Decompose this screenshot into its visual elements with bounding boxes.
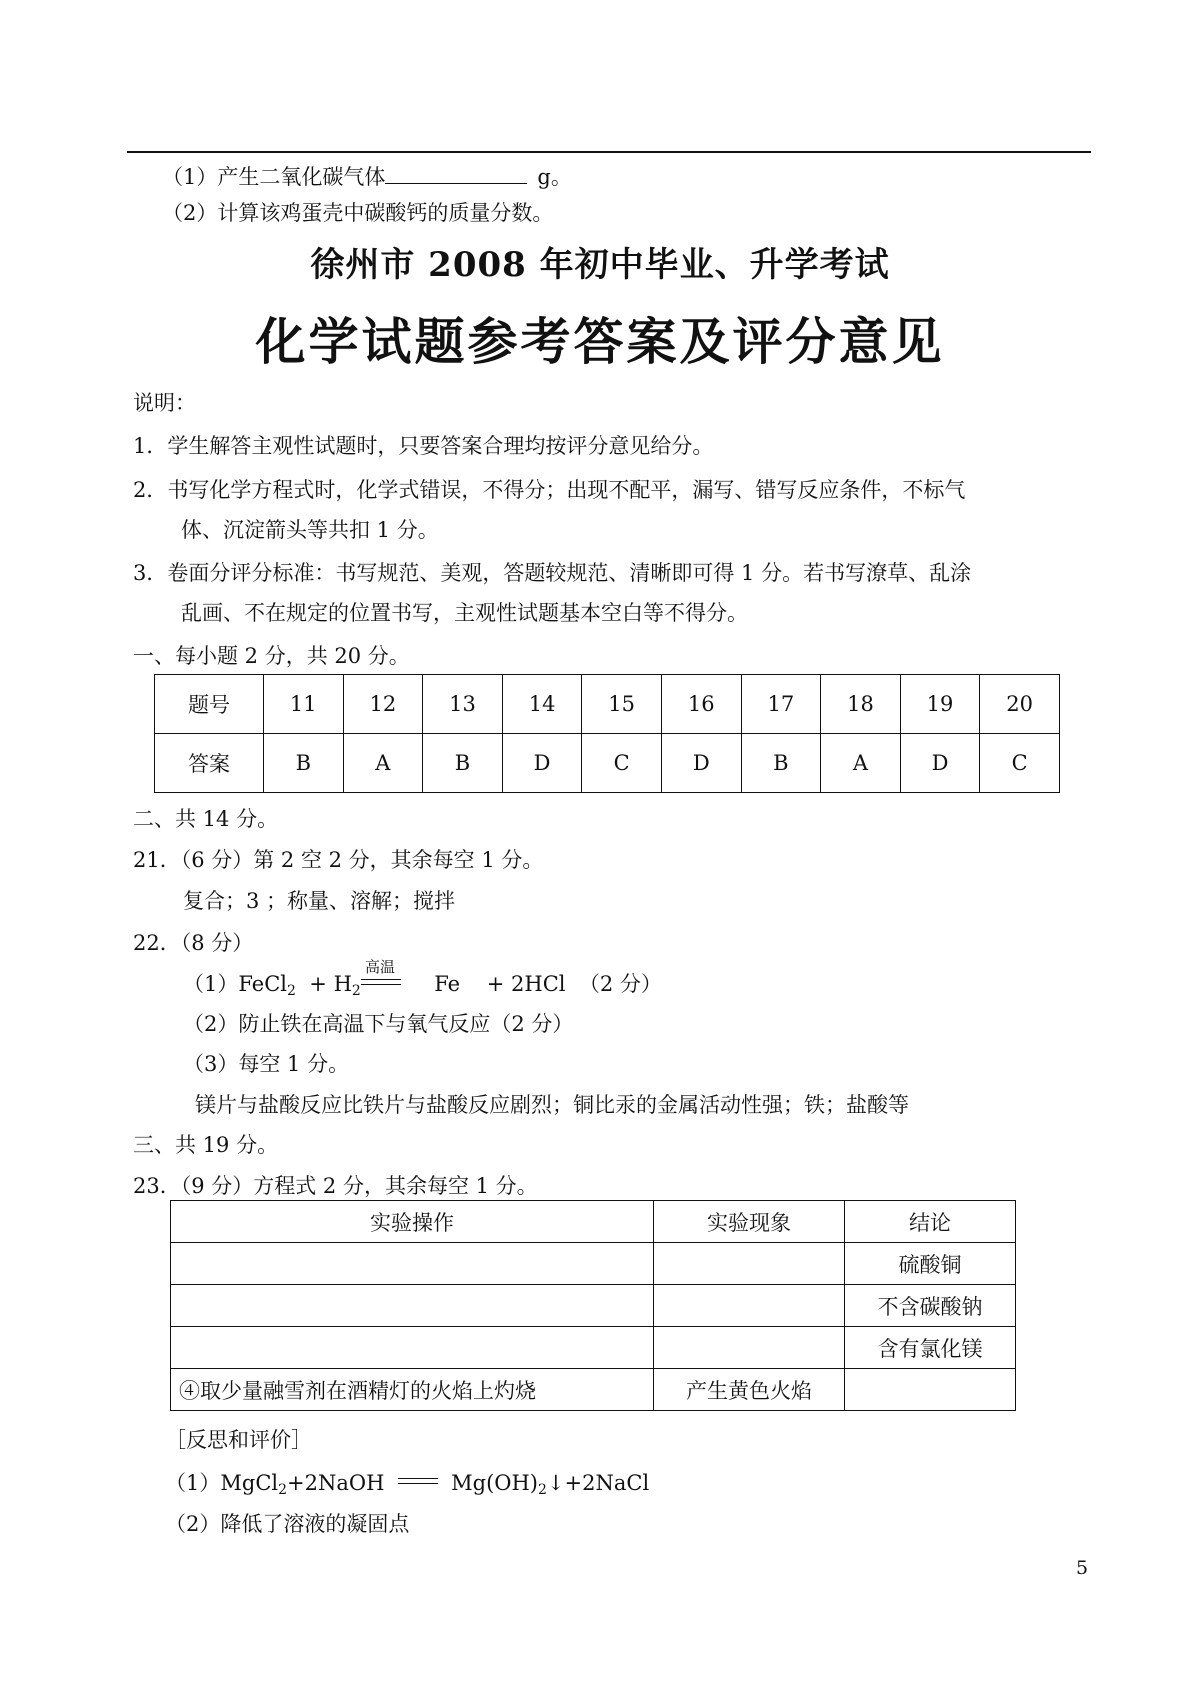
product-1: Fe xyxy=(434,972,461,996)
note-2-line-1: 2．书写化学方程式时，化学式错误，不得分；出现不配平，漏写、错写反应条件，不标气 xyxy=(133,478,966,502)
experiment-table xyxy=(170,1200,1016,1411)
note-3-line-1: 3．卷面分评分标准：书写规范、美观，答题较规范、清晰即可得 1 分。若书写潦草、乱涂 xyxy=(133,561,972,585)
table-cell: 15 xyxy=(582,675,662,734)
note-3-line-2: 乱画、不在规定的位置书写，主观性试题基本空白等不得分。 xyxy=(181,601,748,625)
reactant-2: + H xyxy=(309,972,352,996)
question-22-1-equation xyxy=(183,970,662,1004)
question-22-heading: 22．（8 分） xyxy=(133,931,254,955)
header-rule xyxy=(127,151,1091,153)
row-label-answer: 答案 xyxy=(155,734,264,793)
note-2-line-2: 体、沉淀箭头等共扣 1 分。 xyxy=(181,518,439,542)
reflection-2: （2）降低了溶液的凝固点 xyxy=(165,1512,410,1536)
question-22-2: （2）防止铁在高温下与氧气反应（2 分） xyxy=(183,1012,574,1036)
product-2: ↓+2NaCl xyxy=(546,1471,650,1495)
answer-blank xyxy=(385,163,527,184)
reactant-1: MgCl xyxy=(220,1471,279,1495)
table-row xyxy=(171,1327,1016,1369)
column-header: 实验操作 xyxy=(171,1201,654,1243)
table-cell: 13 xyxy=(423,675,503,734)
table-cell xyxy=(654,1243,845,1285)
table-cell: 11 xyxy=(264,675,344,734)
equals-sign xyxy=(361,977,401,989)
product-2: + 2HCl xyxy=(486,972,566,996)
table-cell xyxy=(171,1285,654,1327)
table-cell xyxy=(654,1327,845,1369)
equation-label: （1） xyxy=(165,1471,221,1495)
reactant-1: FeCl xyxy=(238,972,288,996)
equation-label: （1） xyxy=(183,972,239,996)
table-row xyxy=(171,1285,1016,1327)
multiple-choice-answer-table xyxy=(154,674,1060,793)
reactant-2-subscript: 2 xyxy=(351,983,361,999)
table-cell xyxy=(654,1285,845,1327)
section-1-heading: 一、每小题 2 分，共 20 分。 xyxy=(133,644,410,668)
reactant-2: +2NaOH xyxy=(287,1471,385,1495)
column-header: 实验现象 xyxy=(654,1201,845,1243)
table-cell: C xyxy=(582,734,662,793)
table-cell: 16 xyxy=(661,675,741,734)
question-2-line: （2）计算该鸡蛋壳中碳酸钙的质量分数。 xyxy=(162,201,554,225)
table-cell xyxy=(845,1369,1016,1411)
note-1: 1．学生解答主观性试题时，只要答案合理均按评分意见给分。 xyxy=(133,434,714,458)
table-cell: 17 xyxy=(741,675,821,734)
table-row xyxy=(155,675,1060,734)
table-row xyxy=(155,734,1060,793)
reflection-equation xyxy=(165,1469,649,1504)
table-cell: D xyxy=(661,734,741,793)
table-cell: 不含碳酸钠 xyxy=(845,1285,1016,1327)
table-cell: 19 xyxy=(900,675,980,734)
table-cell xyxy=(171,1327,654,1369)
table-cell: 20 xyxy=(980,675,1060,734)
question-22-3-answer: 镁片与盐酸反应比铁片与盐酸反应剧烈；铜比汞的金属活动性强；铁；盐酸等 xyxy=(195,1093,909,1117)
table-cell: B xyxy=(741,734,821,793)
question-1-line xyxy=(162,163,572,191)
reactant-1-subscript: 2 xyxy=(278,1482,288,1498)
product-1: Mg(OH) xyxy=(451,1471,539,1495)
table-header-row xyxy=(171,1201,1016,1243)
section-3-heading: 三、共 19 分。 xyxy=(133,1133,279,1157)
table-cell: D xyxy=(900,734,980,793)
equation-score: （2 分） xyxy=(578,972,662,996)
answer-key-title: 化学试题参考答案及评分意见 xyxy=(255,312,945,371)
section-2-heading: 二、共 14 分。 xyxy=(133,807,279,831)
row-label-number: 题号 xyxy=(155,675,264,734)
table-cell: C xyxy=(980,734,1060,793)
column-header: 结论 xyxy=(845,1201,1016,1243)
question-1-prefix: （1）产生二氧化碳气体 xyxy=(162,165,386,189)
table-row xyxy=(171,1243,1016,1285)
table-row xyxy=(171,1369,1016,1411)
notes-heading: 说明： xyxy=(133,391,196,415)
question-21-answer: 复合；3 ；称量、溶解；搅拌 xyxy=(183,889,456,913)
table-cell xyxy=(171,1243,654,1285)
reflection-heading: ［反思和评价］ xyxy=(165,1428,312,1452)
exam-title: 徐州市 2008 年初中毕业、升学考试 xyxy=(310,245,890,285)
question-23-heading: 23．（9 分）方程式 2 分，其余每空 1 分。 xyxy=(133,1174,538,1198)
table-cell: B xyxy=(423,734,503,793)
table-cell: ④取少量融雪剂在酒精灯的火焰上灼烧 xyxy=(171,1369,654,1411)
question-1-suffix: g。 xyxy=(537,165,572,189)
page-number: 5 xyxy=(1076,1557,1089,1579)
table-cell: 硫酸铜 xyxy=(845,1243,1016,1285)
equals-sign xyxy=(398,1476,438,1488)
table-cell: 18 xyxy=(821,675,901,734)
table-cell: B xyxy=(264,734,344,793)
reaction-condition: 高温 xyxy=(365,958,396,976)
reactant-1-subscript: 2 xyxy=(287,983,296,999)
table-cell: D xyxy=(502,734,582,793)
table-cell: 12 xyxy=(343,675,423,734)
table-cell: 产生黄色火焰 xyxy=(654,1369,845,1411)
table-cell: 含有氯化镁 xyxy=(845,1327,1016,1369)
question-21-heading: 21．（6 分）第 2 空 2 分，其余每空 1 分。 xyxy=(133,848,544,872)
product-1-subscript: 2 xyxy=(538,1482,547,1498)
table-cell: 14 xyxy=(502,675,582,734)
table-cell: A xyxy=(343,734,423,793)
table-cell: A xyxy=(821,734,901,793)
question-22-3: （3）每空 1 分。 xyxy=(183,1052,350,1076)
